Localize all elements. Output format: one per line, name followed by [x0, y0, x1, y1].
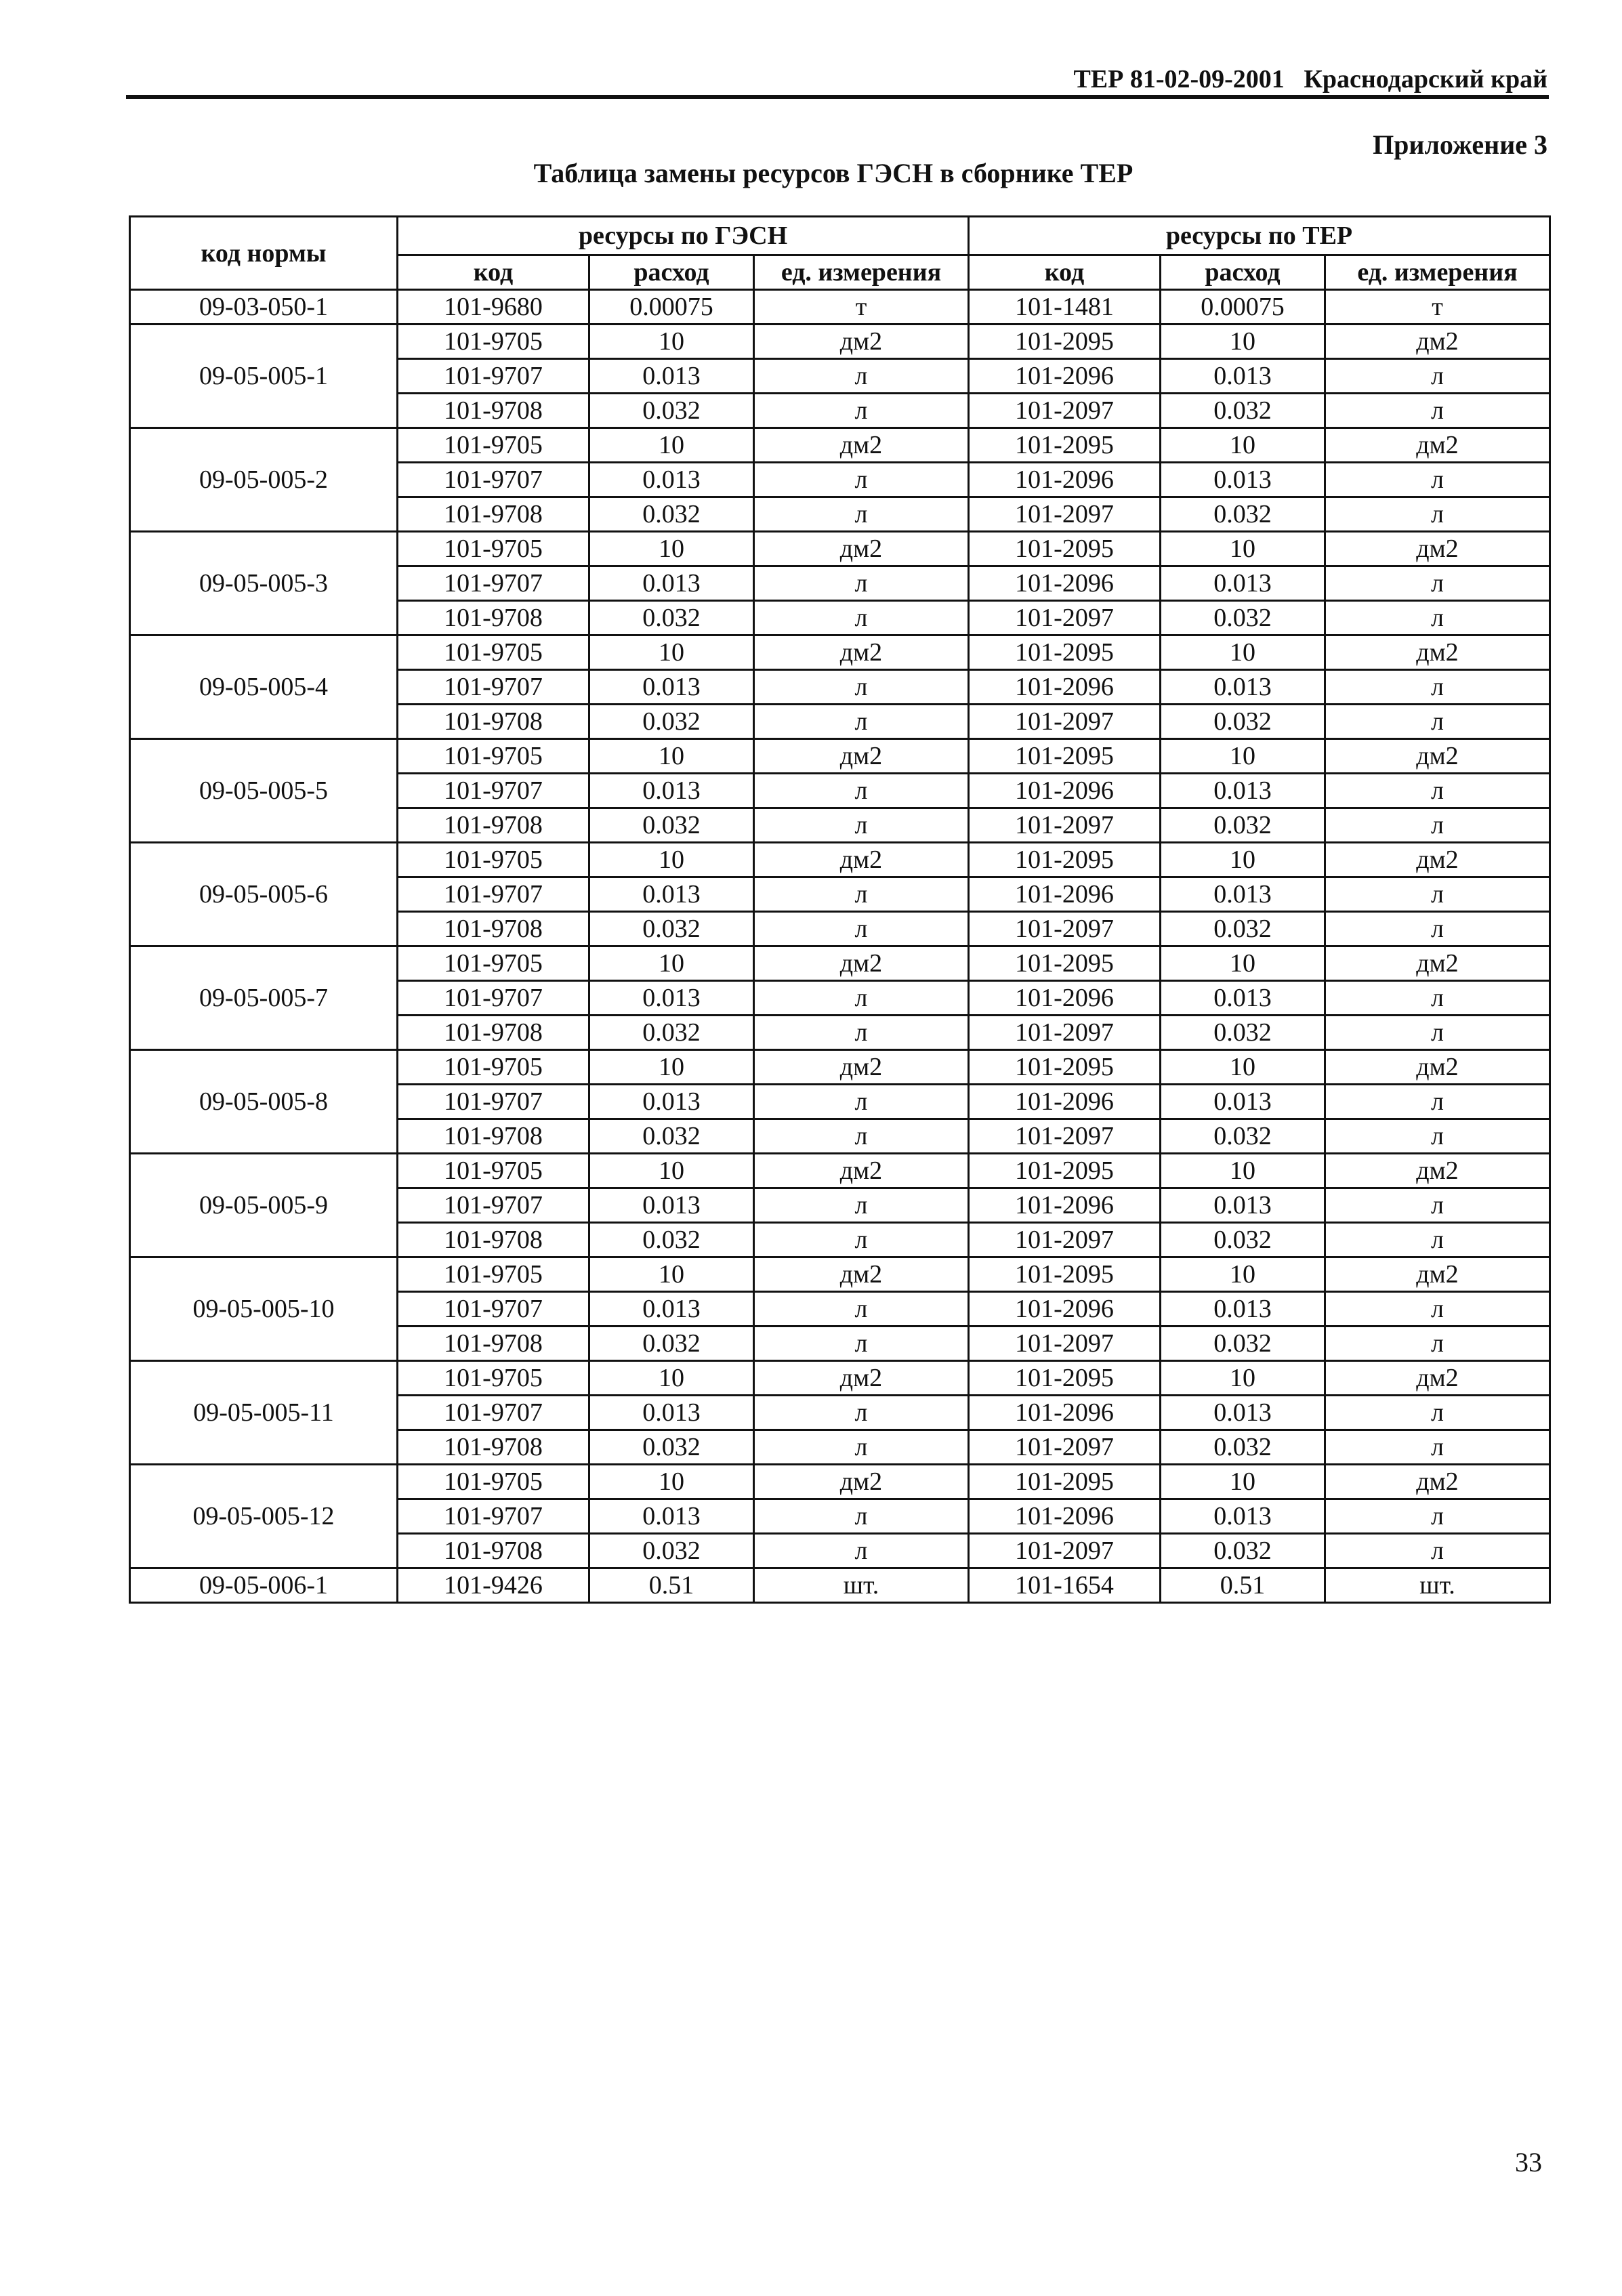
- gesn-rate-cell: 0.00075: [589, 290, 754, 325]
- norm-code-cell: 09-05-005-10: [130, 1257, 398, 1361]
- ter-code-cell: 101-2097: [969, 497, 1161, 532]
- norm-code-cell: 09-05-005-12: [130, 1465, 398, 1568]
- gesn-unit-cell: л: [754, 394, 969, 428]
- gesn-code-cell: 101-9705: [398, 635, 589, 670]
- ter-code-cell: 101-2096: [969, 1396, 1161, 1430]
- ter-unit-cell: л: [1325, 981, 1550, 1016]
- ter-rate-cell: 0.032: [1161, 1327, 1325, 1361]
- ter-code-cell: 101-2095: [969, 1257, 1161, 1292]
- norm-code-cell: 09-03-050-1: [130, 290, 398, 325]
- gesn-unit-cell: дм2: [754, 946, 969, 981]
- ter-code-cell: 101-2096: [969, 774, 1161, 808]
- gesn-code-cell: 101-9705: [398, 1465, 589, 1499]
- ter-code-cell: 101-2097: [969, 1430, 1161, 1465]
- gesn-unit-cell: л: [754, 670, 969, 705]
- gesn-rate-cell: 0.013: [589, 1396, 754, 1430]
- ter-code-cell: 101-2095: [969, 739, 1161, 774]
- gesn-unit-cell: л: [754, 1119, 969, 1154]
- gesn-code-cell: 101-9707: [398, 1085, 589, 1119]
- table-row: [130, 946, 1550, 981]
- ter-rate-cell: 10: [1161, 739, 1325, 774]
- ter-unit-cell: дм2: [1325, 843, 1550, 877]
- gesn-unit-cell: л: [754, 566, 969, 601]
- gesn-rate-cell: 0.013: [589, 359, 754, 394]
- table-row: [130, 1257, 1550, 1292]
- ter-rate-cell: 0.013: [1161, 1292, 1325, 1327]
- gesn-unit-cell: л: [754, 1430, 969, 1465]
- ter-code-cell: 101-2097: [969, 1119, 1161, 1154]
- ter-code-cell: 101-2095: [969, 325, 1161, 359]
- gesn-code-cell: 101-9705: [398, 428, 589, 463]
- ter-code-cell: 101-2096: [969, 1292, 1161, 1327]
- table-row: [130, 1050, 1550, 1085]
- gesn-code-cell: 101-9708: [398, 1534, 589, 1568]
- ter-unit-cell: л: [1325, 1188, 1550, 1223]
- gesn-rate-cell: 0.032: [589, 1119, 754, 1154]
- ter-rate-cell: 0.032: [1161, 601, 1325, 635]
- page-number: 33: [1515, 2147, 1542, 2177]
- gesn-unit-cell: л: [754, 601, 969, 635]
- ter-unit-cell: л: [1325, 497, 1550, 532]
- ter-rate-cell: 0.013: [1161, 670, 1325, 705]
- table-body: [130, 290, 1550, 1603]
- norm-code-cell: 09-05-006-1: [130, 1568, 398, 1603]
- gesn-code-cell: 101-9708: [398, 1016, 589, 1050]
- ter-unit-cell: л: [1325, 670, 1550, 705]
- gesn-rate-cell: 10: [589, 739, 754, 774]
- ter-rate-cell: 10: [1161, 325, 1325, 359]
- ter-rate-cell: 0.032: [1161, 497, 1325, 532]
- gesn-rate-cell: 0.013: [589, 981, 754, 1016]
- ter-code-cell: 101-2097: [969, 1327, 1161, 1361]
- gesn-code-cell: 101-9707: [398, 774, 589, 808]
- gesn-rate-cell: 0.013: [589, 1085, 754, 1119]
- gesn-unit-cell: л: [754, 1396, 969, 1430]
- gesn-unit-cell: дм2: [754, 428, 969, 463]
- ter-unit-cell: л: [1325, 1223, 1550, 1257]
- ter-rate-cell: 10: [1161, 1257, 1325, 1292]
- gesn-unit-cell: дм2: [754, 325, 969, 359]
- gesn-code-cell: 101-9707: [398, 1188, 589, 1223]
- gesn-code-cell: 101-9707: [398, 981, 589, 1016]
- gesn-code-header: код: [398, 255, 589, 290]
- ter-code-cell: 101-2095: [969, 1361, 1161, 1396]
- table-row: [130, 739, 1550, 774]
- table-row: [130, 1154, 1550, 1188]
- ter-code-cell: 101-2097: [969, 705, 1161, 739]
- gesn-rate-cell: 0.013: [589, 1499, 754, 1534]
- ter-code-cell: 101-2097: [969, 808, 1161, 843]
- gesn-code-cell: 101-9708: [398, 1327, 589, 1361]
- gesn-rate-cell: 0.032: [589, 1223, 754, 1257]
- ter-rate-cell: 0.013: [1161, 463, 1325, 497]
- gesn-rate-cell: 10: [589, 635, 754, 670]
- gesn-unit-cell: дм2: [754, 1361, 969, 1396]
- gesn-code-cell: 101-9426: [398, 1568, 589, 1603]
- ter-code-cell: 101-2096: [969, 981, 1161, 1016]
- ter-unit-cell: дм2: [1325, 1465, 1550, 1499]
- ter-unit-cell: дм2: [1325, 1050, 1550, 1085]
- gesn-code-cell: 101-9705: [398, 843, 589, 877]
- gesn-unit-cell: л: [754, 981, 969, 1016]
- ter-code-cell: 101-2097: [969, 394, 1161, 428]
- ter-rate-cell: 0.032: [1161, 1534, 1325, 1568]
- gesn-code-cell: 101-9705: [398, 1257, 589, 1292]
- gesn-rate-cell: 0.032: [589, 808, 754, 843]
- gesn-rate-cell: 0.032: [589, 912, 754, 946]
- gesn-unit-cell: шт.: [754, 1568, 969, 1603]
- ter-code-cell: 101-1654: [969, 1568, 1161, 1603]
- norm-code-cell: 09-05-005-5: [130, 739, 398, 843]
- ter-code-cell: 101-2097: [969, 1534, 1161, 1568]
- gesn-code-cell: 101-9705: [398, 739, 589, 774]
- table-row: [130, 1568, 1550, 1603]
- table-row: [130, 290, 1550, 325]
- gesn-rate-cell: 10: [589, 1050, 754, 1085]
- ter-unit-cell: дм2: [1325, 1361, 1550, 1396]
- gesn-code-cell: 101-9708: [398, 1223, 589, 1257]
- ter-unit-cell: л: [1325, 601, 1550, 635]
- gesn-unit-cell: дм2: [754, 739, 969, 774]
- gesn-unit-cell: дм2: [754, 635, 969, 670]
- gesn-code-cell: 101-9707: [398, 670, 589, 705]
- ter-code-cell: 101-2095: [969, 946, 1161, 981]
- ter-unit-cell: дм2: [1325, 1257, 1550, 1292]
- ter-unit-cell: л: [1325, 877, 1550, 912]
- ter-rate-cell: 0.00075: [1161, 290, 1325, 325]
- ter-rate-cell: 10: [1161, 1361, 1325, 1396]
- ter-unit-cell: дм2: [1325, 428, 1550, 463]
- gesn-rate-cell: 10: [589, 843, 754, 877]
- ter-code-cell: 101-2097: [969, 912, 1161, 946]
- ter-unit-cell: л: [1325, 359, 1550, 394]
- gesn-unit-header: ед. измерения: [754, 255, 969, 290]
- ter-unit-cell: л: [1325, 1534, 1550, 1568]
- appendix-label: Приложение 3: [1373, 129, 1547, 160]
- gesn-unit-cell: л: [754, 359, 969, 394]
- group-ter-header: ресурсы по ТЕР: [969, 217, 1550, 255]
- ter-rate-cell: 0.013: [1161, 566, 1325, 601]
- gesn-unit-cell: дм2: [754, 532, 969, 566]
- gesn-code-cell: 101-9705: [398, 1361, 589, 1396]
- ter-rate-header: расход: [1161, 255, 1325, 290]
- table-row: [130, 428, 1550, 463]
- ter-code-cell: 101-2096: [969, 1188, 1161, 1223]
- gesn-code-cell: 101-9708: [398, 1119, 589, 1154]
- ter-unit-cell: л: [1325, 1016, 1550, 1050]
- norm-code-cell: 09-05-005-6: [130, 843, 398, 946]
- gesn-unit-cell: л: [754, 1223, 969, 1257]
- gesn-code-cell: 101-9708: [398, 808, 589, 843]
- ter-code-cell: 101-2096: [969, 1085, 1161, 1119]
- ter-rate-cell: 0.032: [1161, 1119, 1325, 1154]
- gesn-unit-cell: л: [754, 1188, 969, 1223]
- ter-rate-cell: 10: [1161, 1465, 1325, 1499]
- gesn-rate-cell: 10: [589, 428, 754, 463]
- ter-rate-cell: 10: [1161, 428, 1325, 463]
- gesn-rate-cell: 0.032: [589, 1534, 754, 1568]
- group-gesn-header: ресурсы по ГЭСН: [398, 217, 969, 255]
- ter-rate-cell: 0.013: [1161, 359, 1325, 394]
- gesn-code-cell: 101-9707: [398, 463, 589, 497]
- table-title: Таблица замены ресурсов ГЭСН в сборнике ТЕР: [533, 158, 1134, 188]
- gesn-code-cell: 101-9705: [398, 1050, 589, 1085]
- norm-code-cell: 09-05-005-9: [130, 1154, 398, 1257]
- ter-unit-cell: дм2: [1325, 635, 1550, 670]
- gesn-unit-cell: дм2: [754, 843, 969, 877]
- ter-rate-cell: 0.013: [1161, 774, 1325, 808]
- gesn-rate-cell: 0.013: [589, 670, 754, 705]
- gesn-rate-cell: 0.032: [589, 1430, 754, 1465]
- gesn-unit-cell: л: [754, 705, 969, 739]
- gesn-unit-cell: дм2: [754, 1154, 969, 1188]
- gesn-rate-cell: 0.51: [589, 1568, 754, 1603]
- norm-code-cell: 09-05-005-11: [130, 1361, 398, 1465]
- ter-code-cell: 101-2096: [969, 877, 1161, 912]
- table-row: [130, 1465, 1550, 1499]
- gesn-code-cell: 101-9705: [398, 532, 589, 566]
- doc-code: ТЕР 81-02-09-2001: [1073, 65, 1285, 93]
- running-header: [1073, 64, 1547, 94]
- gesn-code-cell: 101-9708: [398, 1430, 589, 1465]
- table-row: [130, 843, 1550, 877]
- ter-unit-cell: л: [1325, 912, 1550, 946]
- ter-rate-cell: 0.013: [1161, 1085, 1325, 1119]
- ter-unit-cell: л: [1325, 705, 1550, 739]
- ter-unit-cell: дм2: [1325, 1154, 1550, 1188]
- gesn-code-cell: 101-9705: [398, 1154, 589, 1188]
- gesn-rate-cell: 0.013: [589, 774, 754, 808]
- gesn-unit-cell: дм2: [754, 1465, 969, 1499]
- gesn-rate-cell: 0.013: [589, 566, 754, 601]
- gesn-unit-cell: л: [754, 1085, 969, 1119]
- gesn-unit-cell: л: [754, 1327, 969, 1361]
- ter-rate-cell: 10: [1161, 843, 1325, 877]
- gesn-rate-cell: 10: [589, 1154, 754, 1188]
- ter-code-cell: 101-2095: [969, 843, 1161, 877]
- ter-unit-cell: л: [1325, 1499, 1550, 1534]
- ter-rate-cell: 0.032: [1161, 808, 1325, 843]
- gesn-unit-cell: л: [754, 912, 969, 946]
- ter-rate-cell: 0.032: [1161, 1223, 1325, 1257]
- ter-unit-cell: л: [1325, 463, 1550, 497]
- ter-unit-header: ед. измерения: [1325, 255, 1550, 290]
- ter-rate-cell: 0.032: [1161, 394, 1325, 428]
- gesn-code-cell: 101-9708: [398, 497, 589, 532]
- ter-rate-cell: 10: [1161, 1154, 1325, 1188]
- gesn-code-cell: 101-9707: [398, 1396, 589, 1430]
- gesn-code-cell: 101-9707: [398, 877, 589, 912]
- gesn-code-cell: 101-9680: [398, 290, 589, 325]
- ter-unit-cell: л: [1325, 566, 1550, 601]
- ter-rate-cell: 0.013: [1161, 1499, 1325, 1534]
- ter-code-cell: 101-2095: [969, 635, 1161, 670]
- ter-code-cell: 101-2096: [969, 670, 1161, 705]
- gesn-unit-cell: л: [754, 497, 969, 532]
- ter-code-cell: 101-2096: [969, 566, 1161, 601]
- region: Краснодарский край: [1304, 65, 1547, 93]
- gesn-unit-cell: дм2: [754, 1050, 969, 1085]
- gesn-rate-cell: 10: [589, 1361, 754, 1396]
- gesn-code-cell: 101-9707: [398, 1499, 589, 1534]
- gesn-rate-cell: 0.032: [589, 1016, 754, 1050]
- gesn-rate-cell: 0.013: [589, 1188, 754, 1223]
- ter-unit-cell: дм2: [1325, 739, 1550, 774]
- ter-unit-cell: л: [1325, 394, 1550, 428]
- ter-rate-cell: 10: [1161, 1050, 1325, 1085]
- ter-unit-cell: л: [1325, 1430, 1550, 1465]
- gesn-rate-cell: 10: [589, 946, 754, 981]
- gesn-code-cell: 101-9707: [398, 566, 589, 601]
- gesn-code-cell: 101-9707: [398, 359, 589, 394]
- table-row: [130, 1361, 1550, 1396]
- ter-unit-cell: дм2: [1325, 325, 1550, 359]
- ter-code-cell: 101-2097: [969, 1016, 1161, 1050]
- gesn-rate-cell: 0.032: [589, 497, 754, 532]
- ter-unit-cell: л: [1325, 808, 1550, 843]
- table-row: [130, 635, 1550, 670]
- ter-code-cell: 101-2096: [969, 1499, 1161, 1534]
- ter-code-cell: 101-2095: [969, 532, 1161, 566]
- gesn-rate-cell: 0.032: [589, 1327, 754, 1361]
- table-row: [130, 532, 1550, 566]
- ter-unit-cell: дм2: [1325, 946, 1550, 981]
- ter-rate-cell: 10: [1161, 635, 1325, 670]
- gesn-unit-cell: т: [754, 290, 969, 325]
- ter-rate-cell: 0.013: [1161, 1188, 1325, 1223]
- ter-code-cell: 101-2095: [969, 428, 1161, 463]
- gesn-unit-cell: л: [754, 1534, 969, 1568]
- ter-unit-cell: л: [1325, 1119, 1550, 1154]
- ter-rate-cell: 0.032: [1161, 1430, 1325, 1465]
- gesn-rate-cell: 0.032: [589, 705, 754, 739]
- norm-code-cell: 09-05-005-7: [130, 946, 398, 1050]
- norm-code-cell: 09-05-005-3: [130, 532, 398, 635]
- gesn-rate-cell: 0.032: [589, 394, 754, 428]
- gesn-code-cell: 101-9708: [398, 705, 589, 739]
- ter-rate-cell: 0.51: [1161, 1568, 1325, 1603]
- ter-unit-cell: л: [1325, 1327, 1550, 1361]
- norm-code-cell: 09-05-005-2: [130, 428, 398, 532]
- ter-code-cell: 101-2096: [969, 463, 1161, 497]
- ter-code-cell: 101-2095: [969, 1050, 1161, 1085]
- ter-unit-cell: шт.: [1325, 1568, 1550, 1603]
- ter-rate-cell: 0.013: [1161, 877, 1325, 912]
- gesn-code-cell: 101-9705: [398, 946, 589, 981]
- table-row: [130, 325, 1550, 359]
- gesn-rate-cell: 0.032: [589, 601, 754, 635]
- gesn-rate-header: расход: [589, 255, 754, 290]
- gesn-unit-cell: л: [754, 463, 969, 497]
- gesn-unit-cell: л: [754, 1499, 969, 1534]
- gesn-unit-cell: л: [754, 774, 969, 808]
- col-norm-header: код нормы: [130, 217, 398, 290]
- ter-rate-cell: 0.013: [1161, 981, 1325, 1016]
- gesn-unit-cell: дм2: [754, 1257, 969, 1292]
- gesn-unit-cell: л: [754, 877, 969, 912]
- gesn-rate-cell: 0.013: [589, 1292, 754, 1327]
- ter-rate-cell: 0.032: [1161, 1016, 1325, 1050]
- ter-code-cell: 101-2097: [969, 601, 1161, 635]
- ter-code-cell: 101-2095: [969, 1465, 1161, 1499]
- norm-code-cell: 09-05-005-4: [130, 635, 398, 739]
- ter-rate-cell: 0.013: [1161, 1396, 1325, 1430]
- gesn-rate-cell: 10: [589, 325, 754, 359]
- ter-unit-cell: л: [1325, 774, 1550, 808]
- gesn-unit-cell: л: [754, 808, 969, 843]
- ter-unit-cell: дм2: [1325, 532, 1550, 566]
- gesn-unit-cell: л: [754, 1292, 969, 1327]
- gesn-code-cell: 101-9708: [398, 601, 589, 635]
- gesn-code-cell: 101-9708: [398, 912, 589, 946]
- header-rule: [126, 95, 1549, 99]
- ter-code-cell: 101-2096: [969, 359, 1161, 394]
- ter-rate-cell: 10: [1161, 532, 1325, 566]
- ter-code-cell: 101-1481: [969, 290, 1161, 325]
- gesn-rate-cell: 10: [589, 1465, 754, 1499]
- gesn-code-cell: 101-9707: [398, 1292, 589, 1327]
- gesn-unit-cell: л: [754, 1016, 969, 1050]
- ter-rate-cell: 0.032: [1161, 912, 1325, 946]
- norm-code-cell: 09-05-005-8: [130, 1050, 398, 1154]
- ter-rate-cell: 10: [1161, 946, 1325, 981]
- ter-code-cell: 101-2097: [969, 1223, 1161, 1257]
- ter-code-header: код: [969, 255, 1161, 290]
- gesn-code-cell: 101-9708: [398, 394, 589, 428]
- gesn-rate-cell: 0.013: [589, 877, 754, 912]
- gesn-rate-cell: 10: [589, 532, 754, 566]
- gesn-rate-cell: 10: [589, 1257, 754, 1292]
- ter-code-cell: 101-2095: [969, 1154, 1161, 1188]
- norm-code-cell: 09-05-005-1: [130, 325, 398, 428]
- replacement-table: [129, 215, 1551, 1604]
- ter-unit-cell: т: [1325, 290, 1550, 325]
- gesn-rate-cell: 0.013: [589, 463, 754, 497]
- ter-unit-cell: л: [1325, 1085, 1550, 1119]
- ter-unit-cell: л: [1325, 1396, 1550, 1430]
- gesn-code-cell: 101-9705: [398, 325, 589, 359]
- ter-unit-cell: л: [1325, 1292, 1550, 1327]
- ter-rate-cell: 0.032: [1161, 705, 1325, 739]
